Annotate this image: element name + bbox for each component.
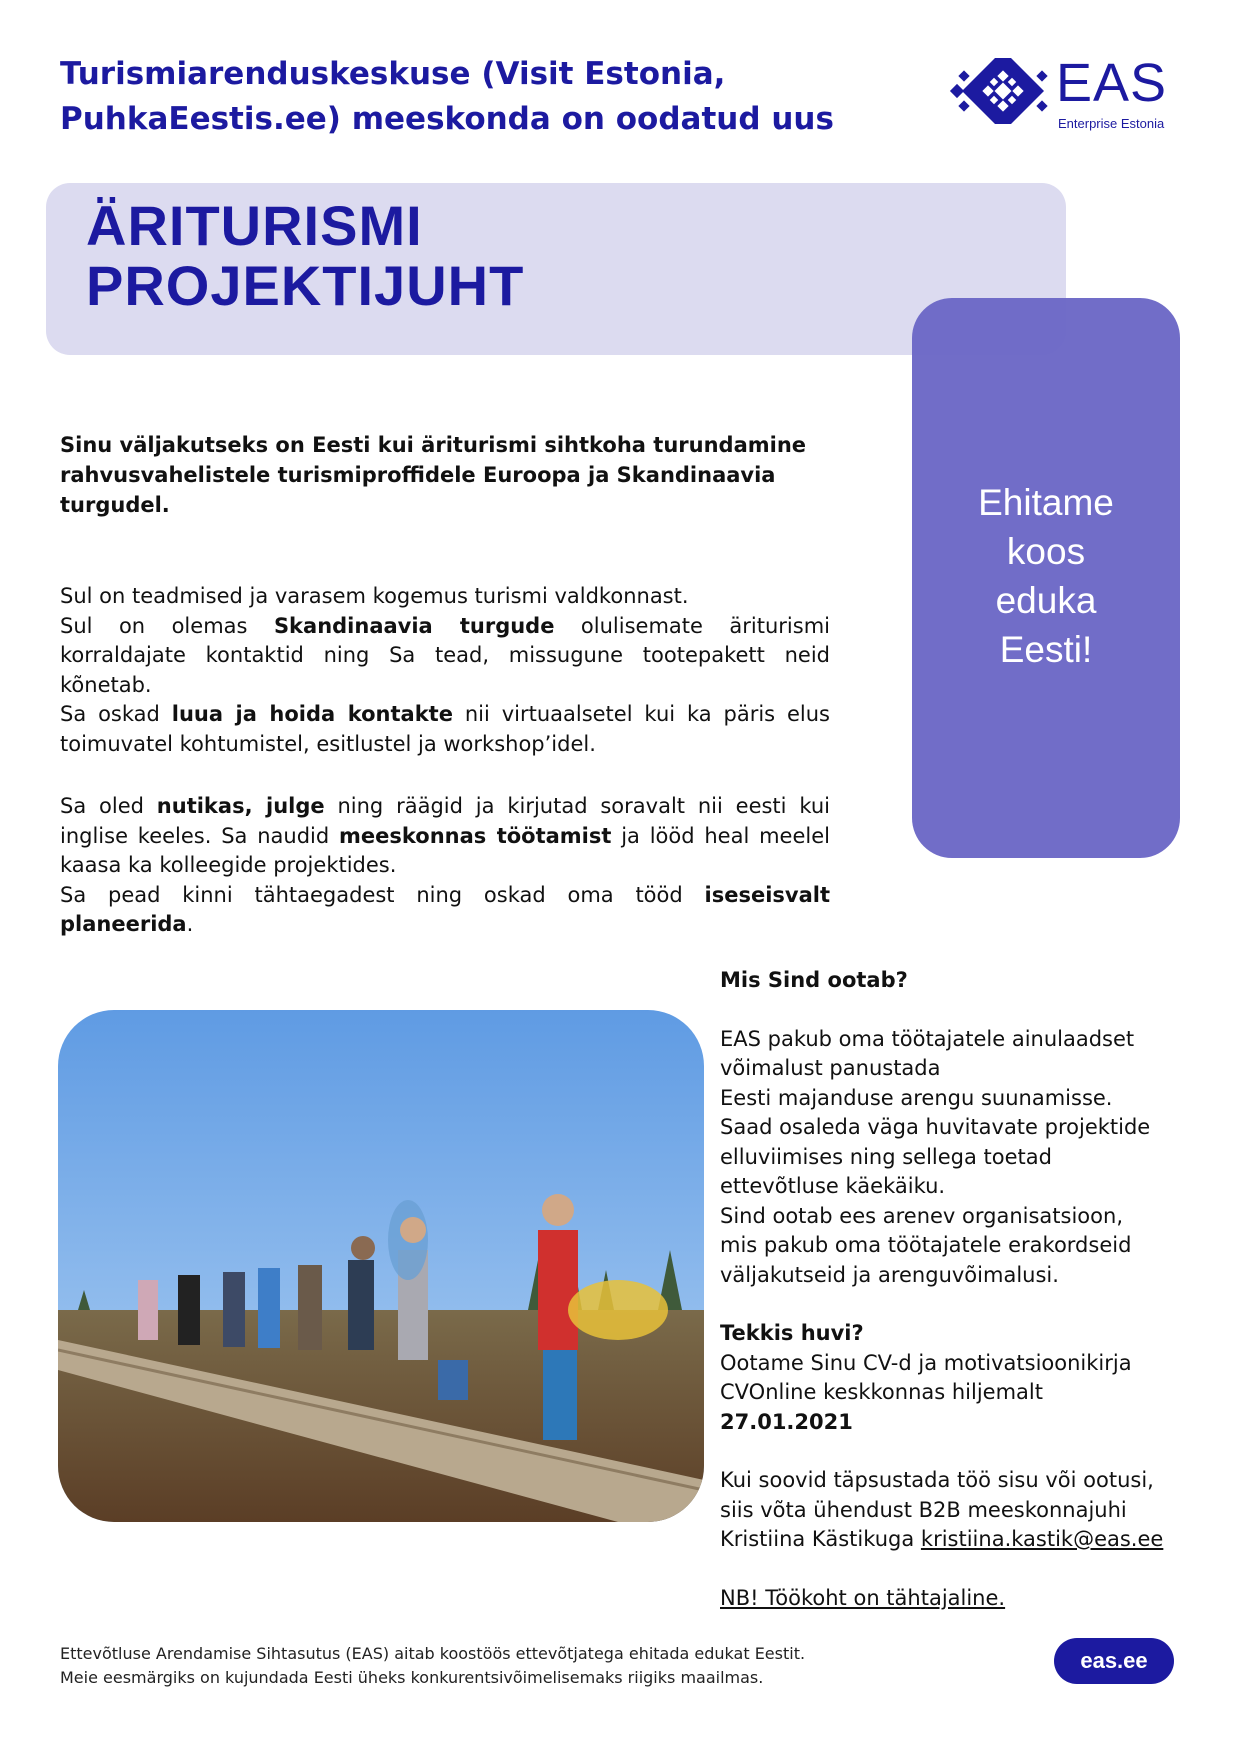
slogan-line-2: koos — [1006, 531, 1086, 572]
offer-line-5: elluviimises ning sellega toetad — [720, 1144, 1052, 1169]
footer-line-2: Meie eesmärgiks on kujundada Eesti üheks konkurentsivõimelisemaks riigiks maailmas. — [60, 1668, 764, 1687]
offer-line-4: Saad osaleda väga huvitavate projektide — [720, 1115, 1151, 1139]
headline-line-1: Turismiarenduskeskuse (Visit Estonia, — [60, 56, 726, 92]
logo-text: EAS — [1056, 53, 1168, 113]
footer-text — [60, 1642, 960, 1690]
eas-ornament-icon — [944, 58, 1052, 124]
apply-line-1: Ootame Sinu CV-d ja motivatsioonikirja — [720, 1350, 1132, 1375]
eas-website-button[interactable]: eas.ee — [1054, 1638, 1174, 1684]
job-title-line-1: ÄRITURISMI — [86, 194, 423, 257]
job-title-line-2: PROJEKTIJUHT — [86, 254, 525, 317]
offer-line-9: väljakutseid ja arenguvõimalusi. — [720, 1262, 1059, 1287]
req-line-networking: Sa oskad luua ja hoida kontakte nii virtuaalsetel kui ka päris elus toimuvatel kohtumistel, esitlustel ja workshop’idel. — [60, 702, 830, 756]
contact-line-2: siis võta ühendust B2B meeskonnajuhi — [720, 1497, 1127, 1522]
slogan — [912, 478, 1180, 674]
slogan-line-3: eduka — [995, 580, 1097, 621]
fixed-term-note: NB! Töökoht on tähtajaline. — [720, 1585, 1006, 1610]
offer-line-3: Eesti majanduse arengu suunamisse. — [720, 1085, 1113, 1110]
slogan-line-1: Ehitame — [978, 482, 1114, 523]
headline-line-2: PuhkaEestis.ee) meeskonda on oodatud uus — [60, 101, 834, 137]
offer-heading: Mis Sind ootab? — [720, 968, 908, 992]
requirements-paragraph-2 — [60, 792, 830, 940]
footer-line-1: Ettevõtluse Arendamise Sihtasutus (EAS) aitab koostöös ettevõtjatega ehitada edukat Eestit. — [60, 1644, 806, 1663]
offer-line-6: ettevõtluse käekäiku. — [720, 1174, 946, 1198]
requirements-paragraph-1 — [60, 582, 830, 760]
apply-deadline: 27.01.2021 — [720, 1409, 853, 1434]
apply-heading: Tekkis huvi? — [720, 1321, 864, 1345]
req-line-planning: Sa pead kinni tähtaegadest ning oskad oma tööd iseseisvalt planeerida. — [60, 882, 830, 937]
job-title — [86, 196, 524, 316]
contact-line-3: Kristiina Kästikuga kristiina.kastik@eas.ee — [720, 1527, 1164, 1551]
contact-email-link[interactable]: kristiina.kastik@eas.ee — [920, 1527, 1164, 1551]
logo-subtitle: Enterprise Estonia — [1058, 116, 1165, 131]
offer-line-8: mis pakub oma töötajatele erakordseid — [720, 1233, 1132, 1257]
offer-line-2: võimalust panustada — [720, 1056, 941, 1080]
team-photo-illustration — [58, 1010, 704, 1522]
eas-logo[interactable] — [944, 53, 1184, 136]
team-photo — [58, 1010, 704, 1522]
apply-line-2: CVOnline keskkonnas hiljemalt — [720, 1380, 1043, 1404]
req-line-contacts: Sul on olemas Skandinaavia turgude olulisemate äriturismi korraldajate kontaktid ning Sa tead, missugune tootepakett neid kõnetab. — [60, 613, 830, 697]
slogan-line-4: Eesti! — [999, 629, 1093, 670]
req-line-experience: Sul on teadmised ja varasem kogemus turismi valdkonnast. — [60, 584, 689, 608]
offer-line-7: Sind ootab ees arenev organisatsioon, — [720, 1203, 1123, 1228]
headline — [60, 52, 900, 142]
offer-line-1: EAS pakub oma töötajatele ainulaadset — [720, 1026, 1135, 1051]
intro-text: Sinu väljakutseks on Eesti kui äriturismi sihtkoha turundamine rahvusvahelistele turismiproffidele Euroopa ja Skandinaavia turgudel. — [60, 433, 807, 517]
contact-line-1: Kui soovid täpsustada töö sisu või ootusi, — [720, 1468, 1154, 1492]
req-line-personality: Sa oled nutikas, julge ning räägid ja kirjutad soravalt nii eesti kui inglise keeles. Sa naudid meeskonnas töötamist ja lööd heal meelel kaasa ka kolleegide projektides. — [60, 794, 830, 878]
offer-section — [720, 966, 1200, 1613]
